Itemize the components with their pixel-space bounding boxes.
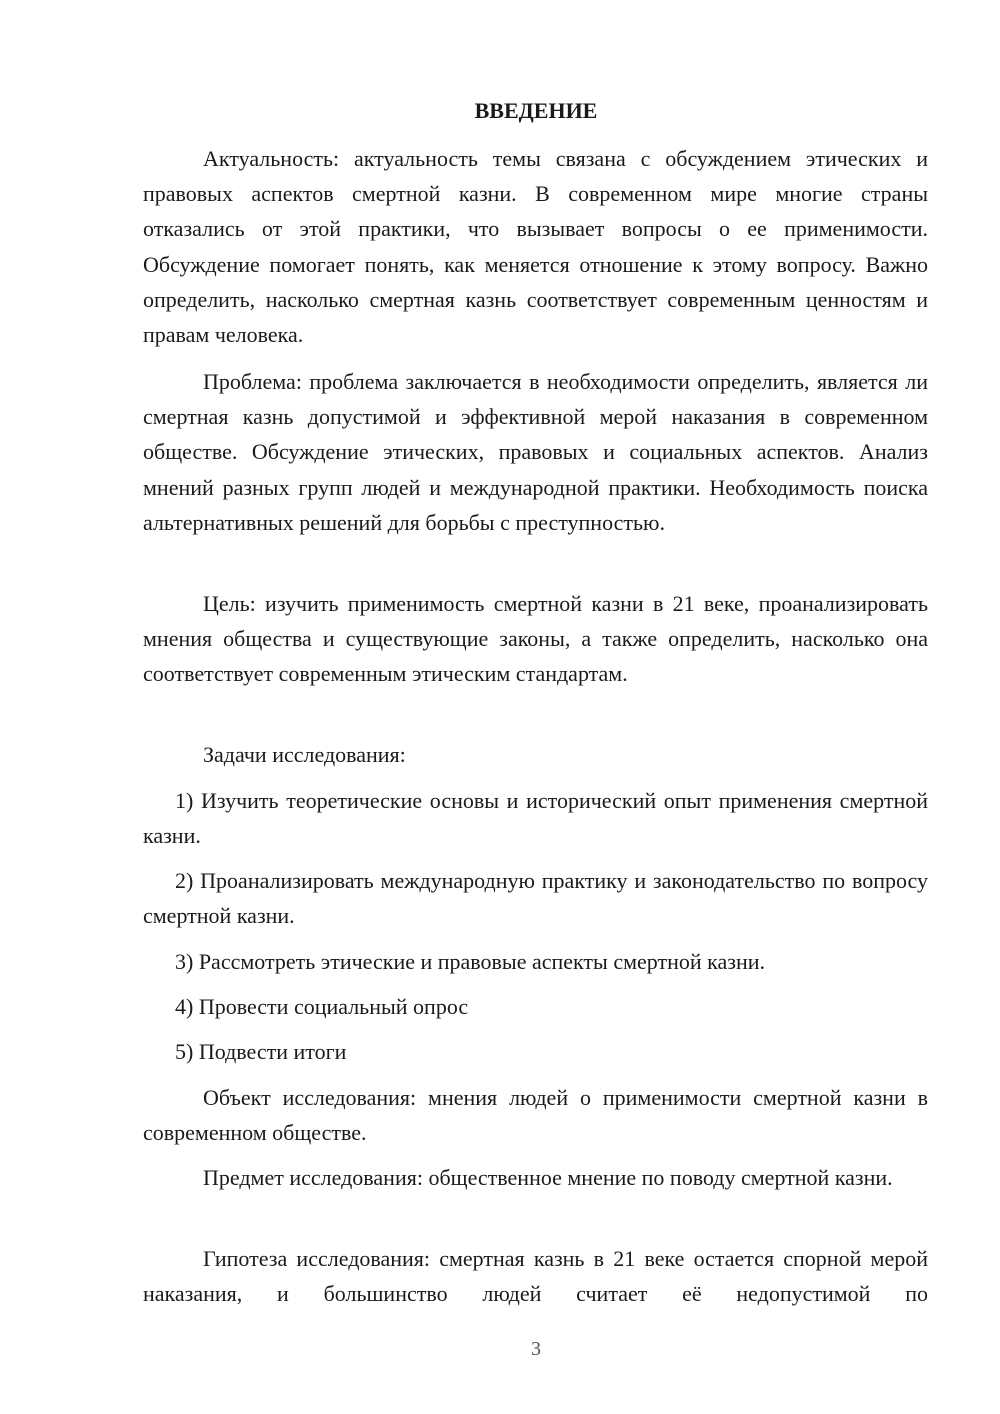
page-title: ВВЕДЕНИЕ — [474, 98, 598, 123]
paragraph-subject: Предмет исследования: общественное мнение по поводу смертной казни. — [203, 1165, 893, 1190]
paragraph-goal: Цель: изучить применимость смертной казни в 21 веке, проанализировать мнения общества и существующие законы, а также определить, насколько она соответствует современным этическим стандартам. — [143, 591, 928, 687]
task-item-2: 2) Проанализировать международную практику и законодательство по вопросу смертной казни. — [143, 868, 928, 929]
task-item-1: 1) Изучить теоретические основы и исторический опыт применения смертной казни. — [143, 788, 928, 849]
page-number: 3 — [531, 1338, 541, 1360]
paragraph-hypothesis: Гипотеза исследования: смертная казнь в 21 веке остается спорной мерой наказания, и большинство людей считает её недопустимой по — [143, 1246, 928, 1307]
paragraph-tasks-heading: Задачи исследования: — [203, 742, 406, 767]
paragraph-object: Объект исследования: мнения людей о применимости смертной казни в современном обществе. — [143, 1085, 928, 1146]
task-item-5: 5) Подвести итоги — [175, 1039, 347, 1064]
paragraph-relevance: Актуальность: актуальность темы связана с обсуждением этических и правовых аспектов смертной казни. В современном мире многие страны отказались от этой практики, что вызывает вопросы о ее применимости. Обсуждение помогает понять, как меняется отношение к этому вопросу. Важно определить, насколько смертная казнь соответствует современным ценностям и правам человека. — [143, 146, 928, 348]
paragraph-problem: Проблема: проблема заключается в необходимости определить, является ли смертная казнь допустимой и эффективной мерой наказания в современном обществе. Обсуждение этических, правовых и социальных аспектов. Анализ мнений разных групп людей и международной практики. Необходимость поиска альтернативных решений для борьбы с преступностью. — [143, 369, 928, 535]
task-item-4: 4) Провести социальный опрос — [175, 994, 469, 1019]
task-item-3: 3) Рассмотреть этические и правовые аспекты смертной казни. — [175, 949, 766, 974]
